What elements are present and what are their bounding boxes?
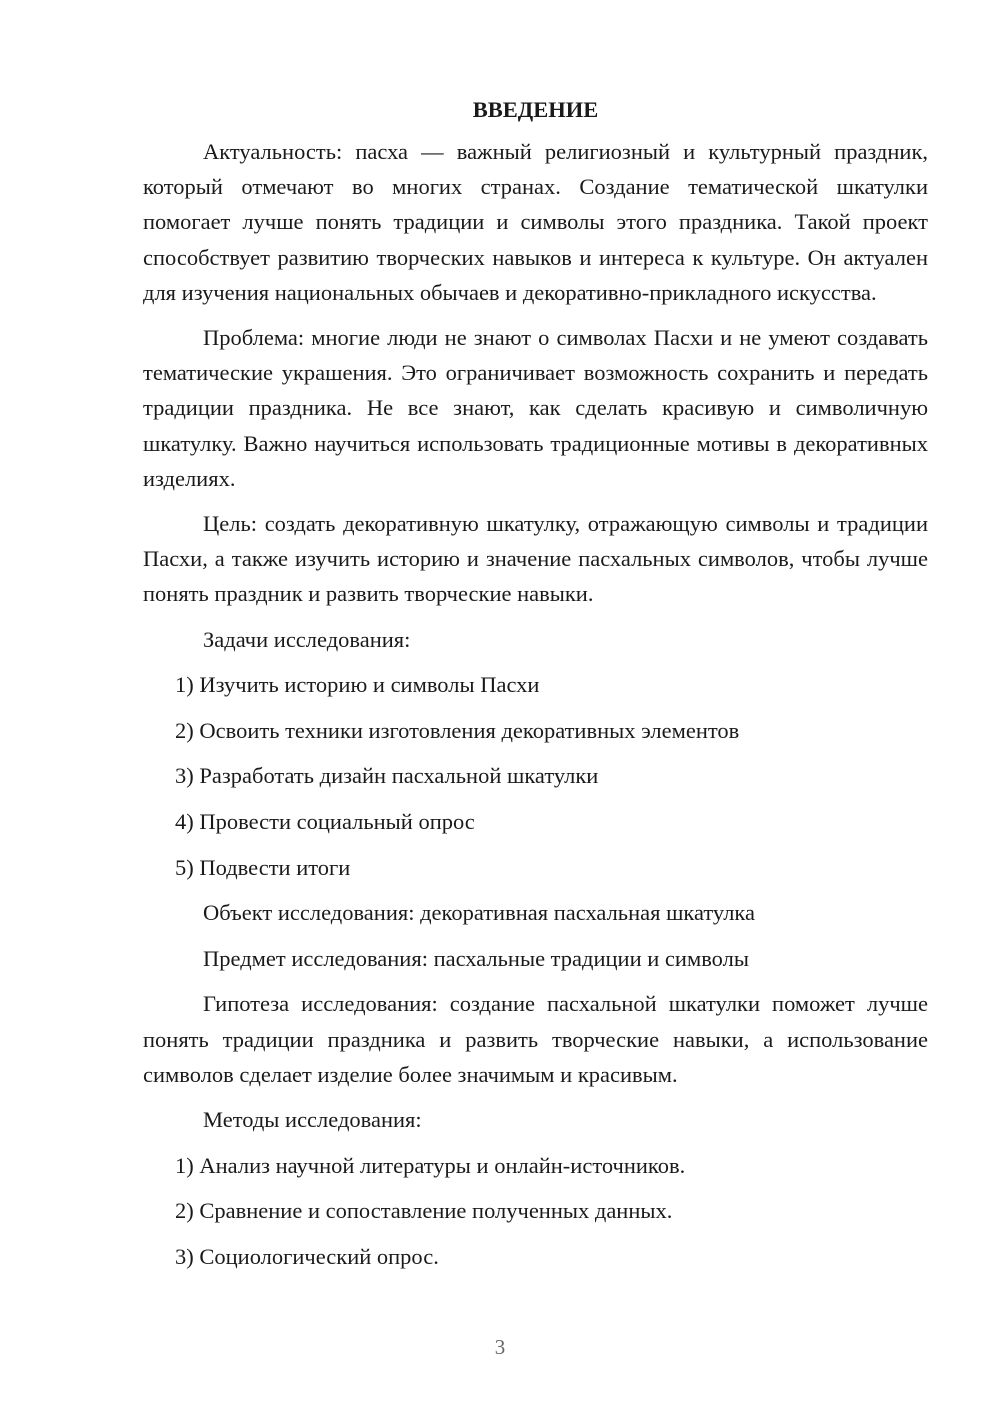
methods-heading: Методы исследования: bbox=[203, 1107, 422, 1132]
document-page bbox=[143, 92, 928, 1284]
hypothesis-paragraph: Гипотеза исследования: создание пасхальной шкатулки поможет лучше понять традиции праздника и развить творческие навыки, а использование символов сделает изделие более значимым и красивым. bbox=[143, 991, 928, 1087]
section-title: ВВЕДЕНИЕ bbox=[472, 97, 599, 122]
research-subject: Предмет исследования: пасхальные традиции и символы bbox=[203, 945, 749, 971]
methods-list bbox=[143, 1148, 928, 1274]
list-item: 5) Подвести итоги bbox=[175, 854, 351, 880]
list-item: 2) Освоить техники изготовления декоративных элементов bbox=[175, 717, 740, 743]
relevance-paragraph: Актуальность: пасха — важный религиозный и культурный праздник, который отмечают во многих странах. Создание тематической шкатулки помогает лучше понять традиции и символы этого праздника. Такой проект способствует развитию творческих навыков и интереса к культуре. Он актуален для изучения национальных обычаев и декоративно-прикладного искусства. bbox=[143, 139, 928, 305]
tasks-list bbox=[143, 667, 928, 884]
list-item: 3) Разработать дизайн пасхальной шкатулки bbox=[175, 763, 599, 789]
page-number: 3 bbox=[494, 1335, 506, 1359]
problem-paragraph: Проблема: многие люди не знают о символах Пасхи и не умеют создавать тематические украшения. Это ограничивает возможность сохранить и передать традиции праздника. Не все знают, как сделать красивую и символичную шкатулку. Важно научиться использовать традиционные мотивы в декоративных изделиях. bbox=[143, 325, 928, 491]
tasks-heading: Задачи исследования: bbox=[203, 626, 411, 652]
list-item: 1) Изучить историю и символы Пасхи bbox=[175, 672, 540, 698]
goal-paragraph: Цель: создать декоративную шкатулку, отражающую символы и традиции Пасхи, а также изучить историю и значение пасхальных символов, чтобы лучше понять праздник и развить творческие навыки. bbox=[143, 511, 928, 607]
list-item: 3) Социологический опрос. bbox=[175, 1243, 439, 1269]
list-item: 1) Анализ научной литературы и онлайн-источников. bbox=[175, 1152, 686, 1178]
list-item: 2) Сравнение и сопоставление полученных данных. bbox=[175, 1198, 673, 1224]
research-object: Объект исследования: декоративная пасхальная шкатулка bbox=[203, 900, 755, 926]
list-item: 4) Провести социальный опрос bbox=[175, 809, 475, 835]
